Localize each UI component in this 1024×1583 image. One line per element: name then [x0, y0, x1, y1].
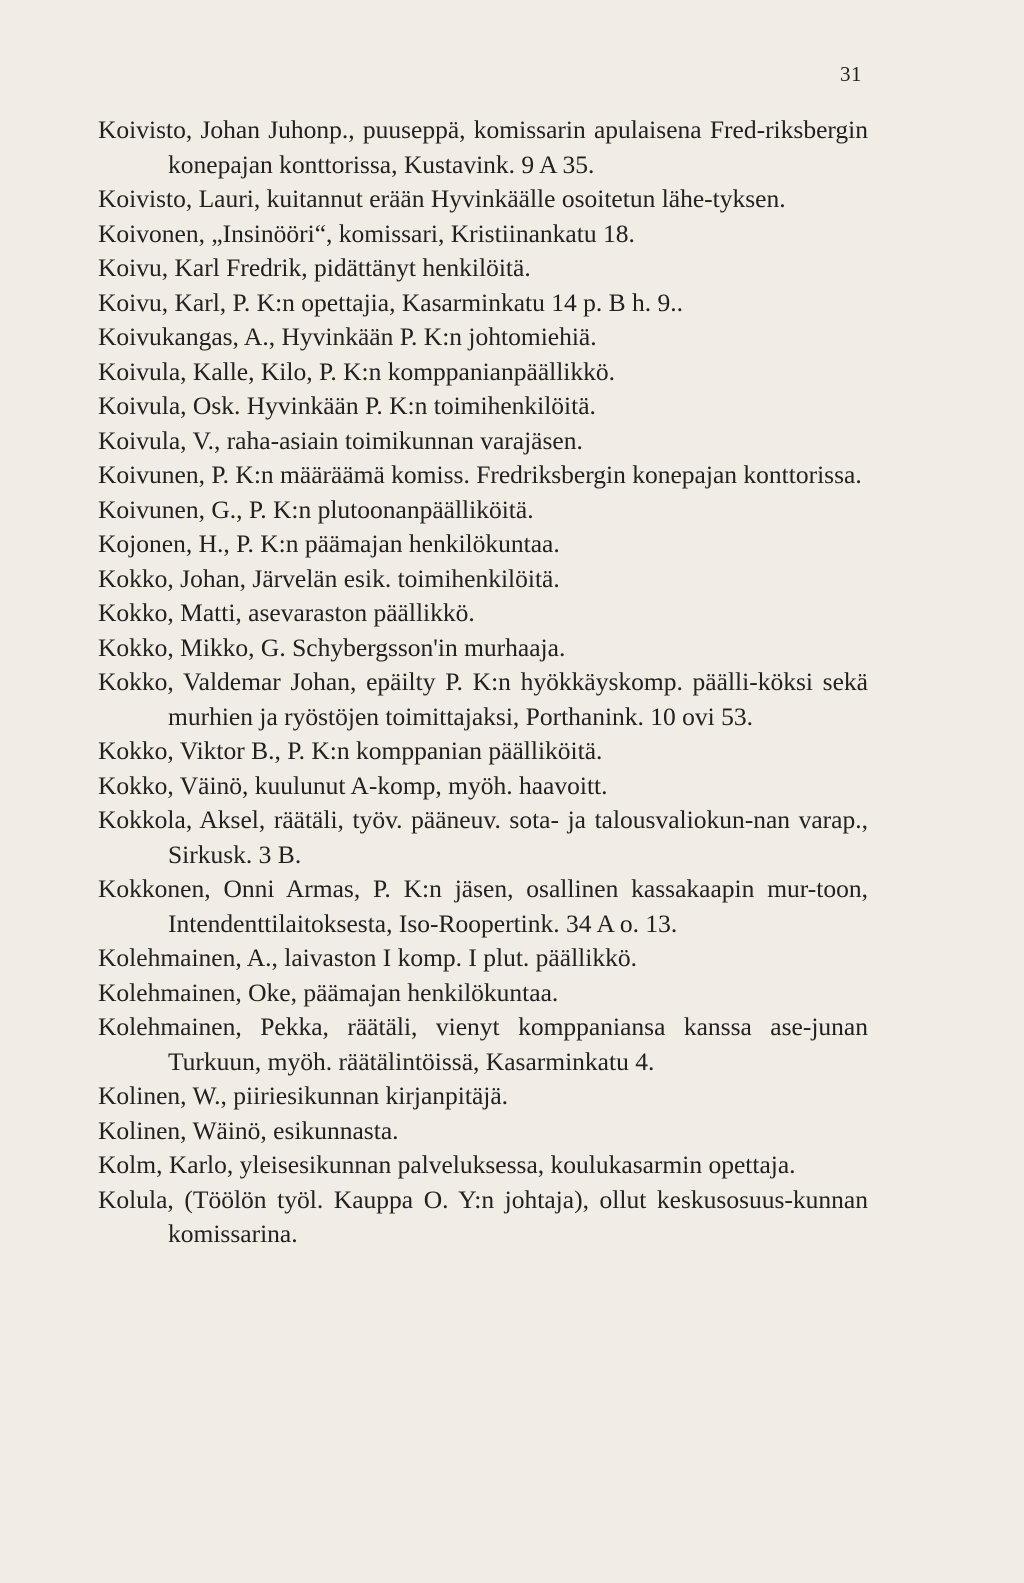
list-item: Koivunen, G., P. K:n plutoonanpäälliköitä.	[98, 494, 534, 524]
list-item: Koivula, Kalle, Kilo, P. K:n komppanianpäällikkö.	[98, 356, 616, 386]
list-item: Koivula, V., raha-asiain toimikunnan varajäsen.	[98, 425, 583, 455]
list-item: Koivula, Osk. Hyvinkään P. K:n toimihenkilöitä.	[98, 391, 596, 420]
list-item: Kolm, Karlo, yleisesikunnan palveluksessa, koulukasarmin opettaja.	[98, 1150, 796, 1179]
list-item: Kokko, Viktor B., P. K:n komppanian päälliköitä.	[98, 736, 603, 765]
list-item: Koivisto, Johan Juhonp., puuseppä, komissarin apulaisena Fred-riksbergin konepajan konttorissa, Kustavink. 9 A 35.	[98, 115, 868, 179]
list-item: Kojonen, H., P. K:n päämajan henkilökuntaa.	[98, 529, 560, 558]
entry-list	[98, 113, 868, 1252]
list-item: Koivukangas, A., Hyvinkään P. K:n johtomiehiä.	[98, 322, 597, 351]
list-item: Kokkola, Aksel, räätäli, työv. pääneuv. sota- ja talousvaliokun-nan varap., Sirkusk. 3 B.	[98, 805, 868, 869]
list-item: Kolehmainen, Oke, päämajan henkilökuntaa.	[98, 977, 559, 1007]
list-item: Kolehmainen, Pekka, räätäli, vienyt komppaniansa kanssa ase-junan Turkuun, myöh. räätälintöissä, Kasarminkatu 4.	[98, 1012, 868, 1076]
list-item: Kokko, Matti, asevaraston päällikkö.	[98, 598, 475, 627]
list-item: Kokko, Väinö, kuulunut A-komp, myöh. haavoitt.	[98, 770, 608, 800]
list-item: Kokko, Johan, Järvelän esik. toimihenkilöitä.	[98, 563, 560, 593]
list-item: Kolinen, W., piiriesikunnan kirjanpitäjä.	[98, 1081, 509, 1110]
list-item: Koivu, Karl, P. K:n opettajia, Kasarminkatu 14 p. B h. 9..	[98, 287, 684, 317]
list-item: Kolula, (Töölön työl. Kauppa O. Y:n johtaja), ollut keskusosuus-kunnan komissarina.	[98, 1184, 868, 1248]
list-item: Kolinen, Wäinö, esikunnasta.	[98, 1115, 399, 1145]
list-item: Koivu, Karl Fredrik, pidättänyt henkilöitä.	[98, 253, 531, 282]
list-item: Koivonen, „Insinööri“, komissari, Kristiinankatu 18.	[98, 218, 635, 248]
list-item: Kokko, Valdemar Johan, epäilty P. K:n hyökkäyskomp. päälli-köksi sekä murhien ja ryöstöjen toimittajaksi, Porthanink. 10 ovi 53.	[98, 667, 868, 731]
list-item: Koivisto, Lauri, kuitannut erään Hyvinkäälle osoitetun lähe-tyksen.	[98, 184, 786, 213]
list-item: Koivunen, P. K:n määräämä komiss. Fredriksbergin konepajan konttorissa.	[98, 460, 862, 489]
list-item: Kokkonen, Onni Armas, P. K:n jäsen, osallinen kassakaapin mur-toon, Intendenttilaitoksesta, Iso-Roopertink. 34 A o. 13.	[98, 874, 868, 938]
list-item: Kokko, Mikko, G. Schybergsson'in murhaaja.	[98, 632, 566, 662]
page-number: 31	[840, 62, 862, 86]
list-item: Kolehmainen, A., laivaston I komp. I plut. päällikkö.	[98, 943, 637, 972]
